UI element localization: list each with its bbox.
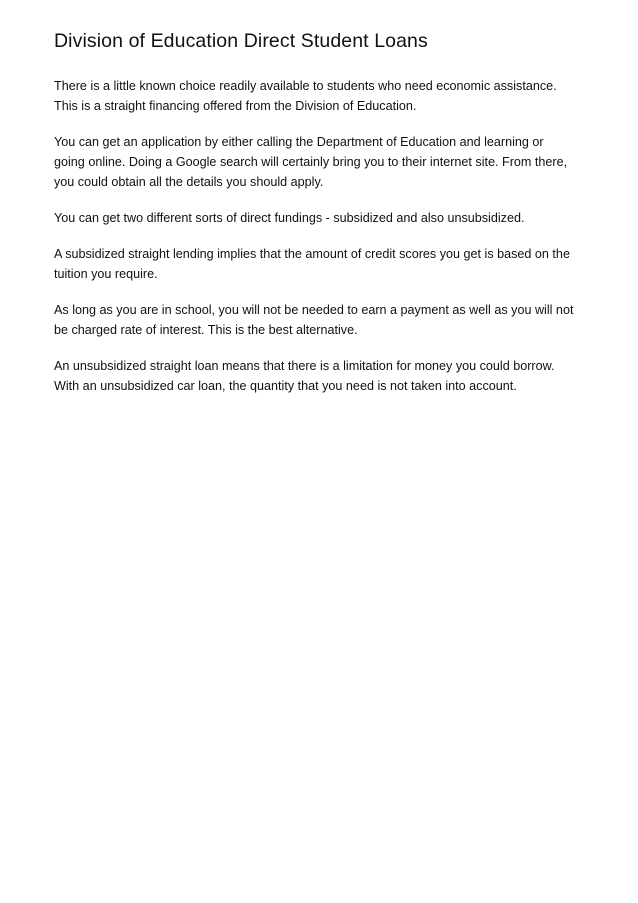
paragraph-line: You can get two different sorts of direct fundings - subsidized and also unsubsidized.	[54, 211, 525, 225]
paragraph-unsubsidized	[54, 356, 594, 396]
paragraph-line: going online. Doing a Google search will certainly bring you to their internet site. From there,	[54, 155, 568, 169]
paragraph-line: There is a little known choice readily available to students who need economic assistance.	[54, 79, 557, 93]
document-body	[54, 28, 594, 412]
paragraph-line: An unsubsidized straight loan means that there is a limitation for money you could borrow.	[54, 359, 555, 373]
paragraph-line: you could obtain all the details you should apply.	[54, 175, 324, 189]
paragraph-line: be charged rate of interest. This is the best alternative.	[54, 323, 358, 337]
paragraph-loan-types	[54, 208, 594, 228]
paragraph-line: With an unsubsidized car loan, the quantity that you need is not taken into account.	[54, 379, 517, 393]
paragraph-subsidized	[54, 244, 594, 284]
paragraph-line: You can get an application by either calling the Department of Education and learning or	[54, 135, 544, 149]
paragraph-in-school	[54, 300, 594, 340]
paragraph-line: A subsidized straight lending implies that the amount of credit scores you get is based on the	[54, 247, 570, 261]
paragraph-application	[54, 132, 594, 192]
paragraph-line: tuition you require.	[54, 267, 158, 281]
paragraph-line: As long as you are in school, you will not be needed to earn a payment as well as you will not	[54, 303, 574, 317]
document-title: Division of Education Direct Student Loans	[54, 30, 428, 52]
paragraph-line: This is a straight financing offered from the Division of Education.	[54, 99, 417, 113]
paragraph-intro	[54, 76, 594, 116]
